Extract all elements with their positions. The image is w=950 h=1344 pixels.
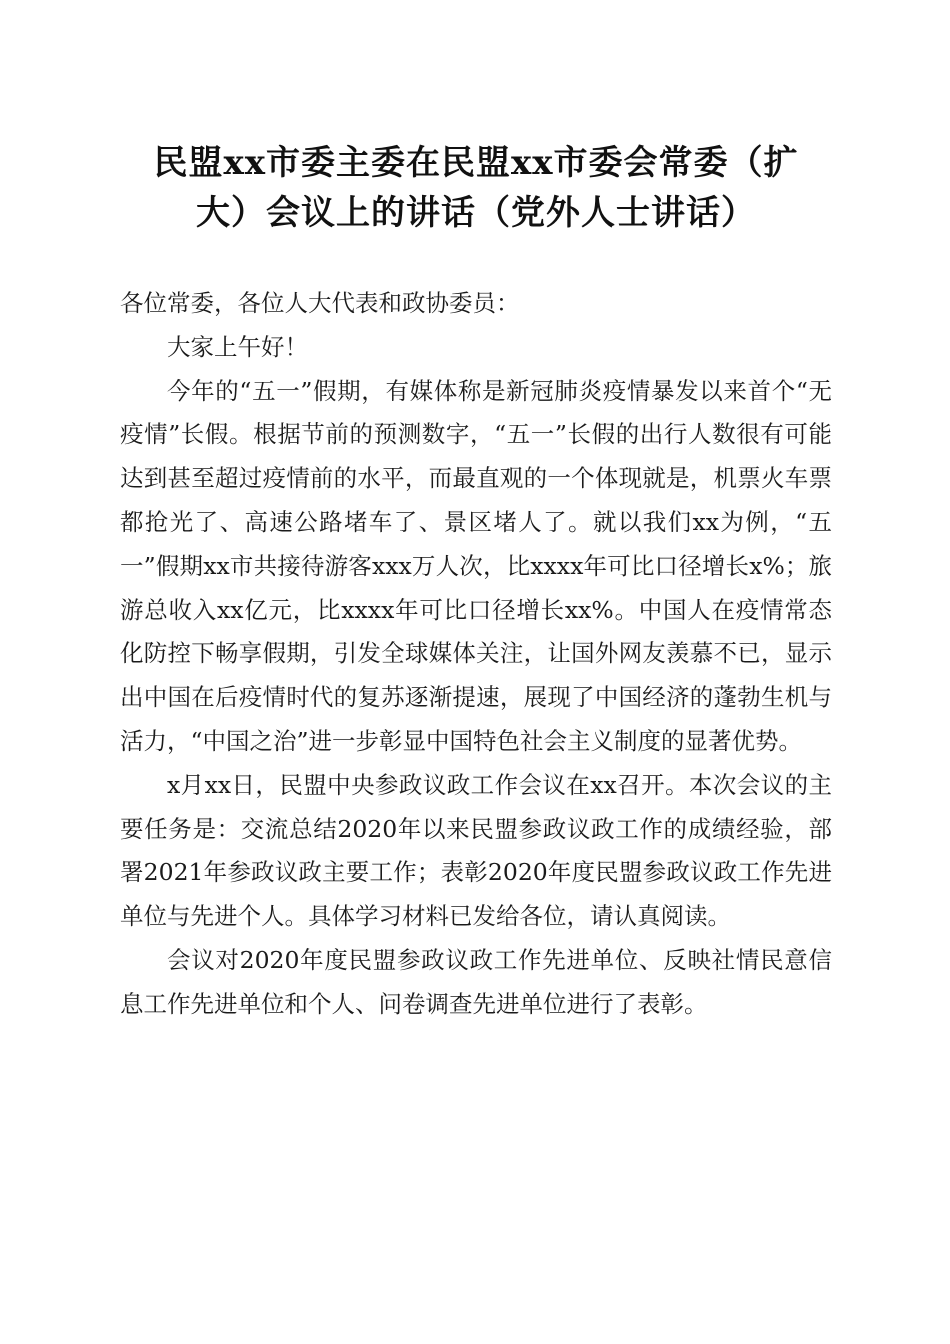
paragraph-commendation: 会议对2020年度民盟参政议政工作先进单位、反映社情民意信息工作先进单位和个人、问卷调查先进单位进行了表彰。 [120, 945, 832, 1018]
document-body [120, 282, 832, 1027]
title-line-1: 民盟xx市委主委在民盟xx市委会常委（扩 [153, 143, 799, 183]
title-line-2: 大）会议上的讲话（党外人士讲话） [196, 193, 756, 233]
paragraph-conference: x月xx日，民盟中央参政议政工作会议在xx召开。本次会议的主要任务是：交流总结2020年以来民盟参政议政工作的成绩经验，部署2021年参政议政主要工作；表彰2020年度民盟参政议政工作先进单位与先进个人。具体学习材料已发给各位，请认真阅读。 [120, 770, 832, 931]
document-title [120, 138, 832, 238]
paragraph-may-day-holiday: 今年的“五一”假期，有媒体称是新冠肺炎疫情暴发以来首个“无疫情”长假。根据节前的预测数字，“五一”长假的出行人数很有可能达到甚至超过疫情前的水平，而最直观的一个体现就是，机票火车票都抢光了、高速公路堵车了、景区堵人了。就以我们xx为例，“五一”假期xx市共接待游客xxx万人次，比xxxx年可比口径增长x%；旅游总收入xx亿元，比xxxx年可比口径增长xx%。中国人在疫情常态化防控下畅享假期，引发全球媒体关注，让国外网友羡慕不已，显示出中国在后疫情时代的复苏逐渐提速，展现了中国经济的蓬勃生机与活力，“中国之治”进一步彰显中国特色社会主义制度的显著优势。 [120, 376, 832, 755]
paragraph-greeting: 大家上午好！ [167, 332, 308, 361]
salutation: 各位常委，各位人大代表和政协委员： [120, 289, 520, 317]
